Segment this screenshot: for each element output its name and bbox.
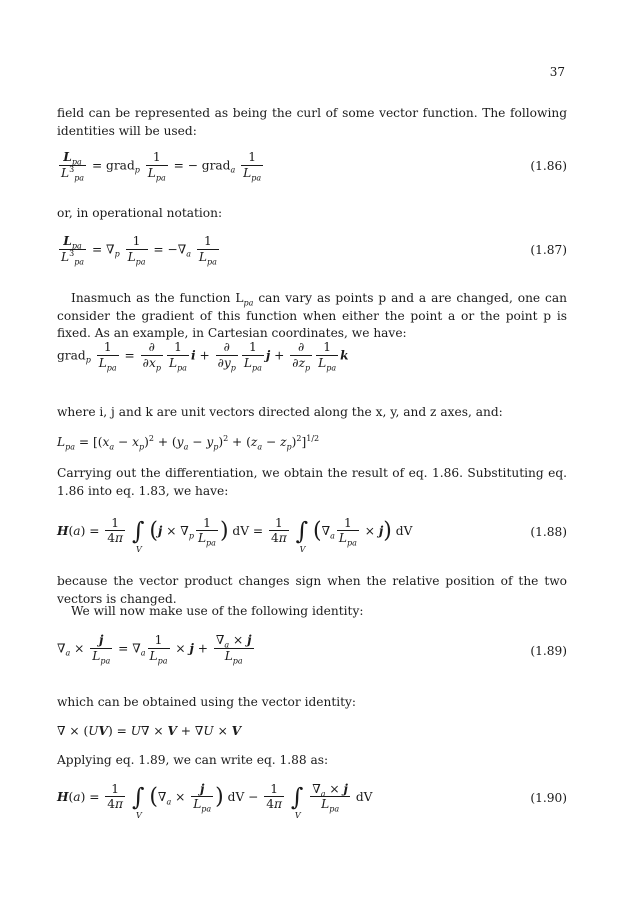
equation-1-86: $\frac{L_{pa}}{L^3_{pa}}$ = grad$_p$ $\frac{1}{L_{pa}}$ = − grad$_a$ $\frac{1}{L_{pa}}$ (1.86) <box>61 150 567 183</box>
page-number: 37 <box>549 65 565 79</box>
paragraph-4: where i, j and k are unit vectors directed along the x, y, and z axes, and: <box>57 405 503 419</box>
paragraph-1: field can be represented as being the curl of some vector function. The following identities will be used: <box>57 106 567 138</box>
paragraph-9: Applying eq. 1.89, we can write eq. 1.88 as: <box>57 753 329 767</box>
paragraph-8: which can be obtained using the vector identity: <box>57 695 357 709</box>
equation-number: (1.87) <box>530 243 567 257</box>
equation-number: (1.89) <box>530 644 567 658</box>
equation-number: (1.90) <box>530 791 567 805</box>
paragraph-7: We will now make use of the following identity: <box>71 604 364 618</box>
equation-1-87: $\frac{L_{pa}}{L^3_{pa}}$ = $\nabla_p$ $\frac{1}{L_{pa}}$ = $-\nabla_a$ $\frac{1}{L_{pa}}$ (1.87) <box>61 234 567 267</box>
equation-1-88: H(a) = $\frac{1}{4\pi}$ ∫ V ($j \times \nabla_p$ $\frac{1}{L_{pa}}$ ) dV = $\frac{1}{4\pi}$ ∫ V ($\nabla_a$ $\frac{1}{L_{pa}}$ × j) dV (1.88) <box>57 515 567 554</box>
equation-1-89: $\nabla_a$ × $\frac{j}{L_{pa}}$ = $\nabla_a$ $\frac{1}{L_{pa}}$ × j + $\frac{\nabla_a \times j}{L_{pa}}$ (1.89) <box>57 633 567 666</box>
equation-number: (1.88) <box>530 525 567 539</box>
paragraph-3: Inasmuch as the function $L_{pa}$ can vary as points p and a are changed, one can consider the gradient of this function when either the point a or the point p is fixed. As an example, in Cartesian coordinates, we have: <box>57 291 567 341</box>
equation-lpa-definition: $L_{pa} = [(x_a - x_p)^2 + (y_a - y_p)^2 + (z_a - z_p)^2]^{1/2}$ <box>57 433 320 452</box>
equation-number: (1.86) <box>530 159 567 173</box>
paragraph-2: or, in operational notation: <box>57 206 223 220</box>
paragraph-5: Carrying out the differentiation, we obtain the result of eq. 1.86. Substituting eq. 1.86 into eq. 1.83, we have: <box>57 466 567 498</box>
equation-1-90: H(a) = $\frac{1}{4\pi}$ ∫ V ($\nabla_a$ × $\frac{j}{L_{pa}}$ ) dV − $\frac{1}{4\pi}$ ∫ V $\frac{\nabla_a \times j}{L_{pa}}$ dV (1.90) <box>57 781 567 820</box>
equation-curl-identity: ∇ × (UV) = U∇ × V + ∇U × V <box>57 724 242 738</box>
paragraph-6: because the vector product changes sign when the relative position of the two vectors is changed. <box>57 574 567 606</box>
equation-gradient-cartesian: grad$_p$ $\frac{1}{L_{pa}}$ = $\frac{\partial}{\partial x_p}$ $\frac{1}{L_{pa}}$ i + $\frac{\partial}{\partial y_p}$ $\frac{1}{L_{pa}}$ j + $\frac{\partial}{\partial z_p}$ $\frac{1}{L_{pa}}$ k <box>57 340 349 373</box>
